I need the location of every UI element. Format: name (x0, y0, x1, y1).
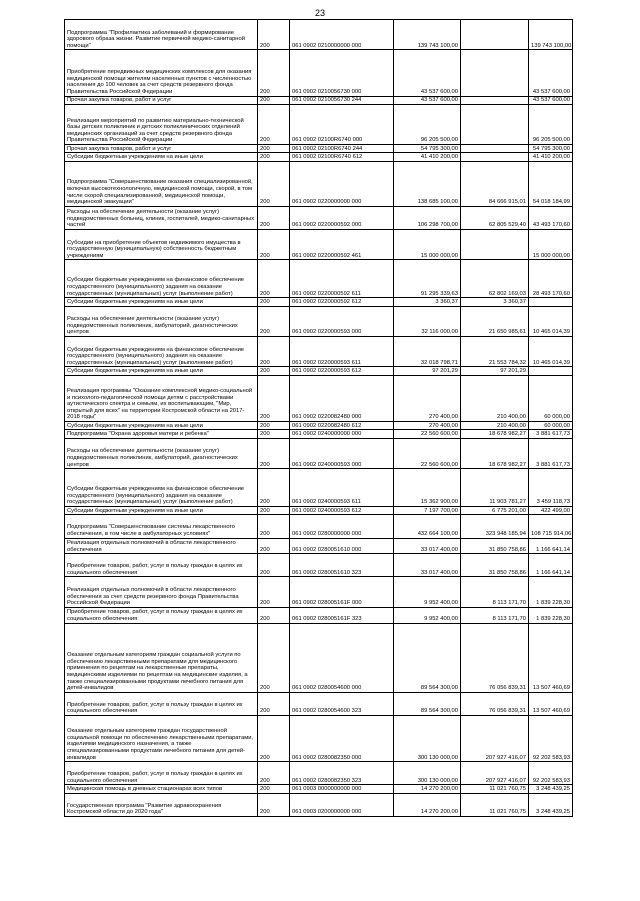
row-unexecuted-cell: 28 493 170,60 (529, 260, 573, 298)
row-unexecuted-cell: 10 465 014,39 (529, 336, 573, 366)
row-name-cell: Прочая закупка товаров, работ и услуг (65, 96, 258, 104)
row-unexecuted-cell: 3 881 617,73 (529, 438, 573, 468)
row-executed-cell: 97 201,29 (461, 367, 529, 375)
row-unexecuted-cell: 1 166 641,14 (529, 538, 573, 554)
row-approved-cell: 33 017 400,00 (394, 554, 461, 577)
row-kbk-cell: 061 0903 0200000000 000 (290, 793, 394, 816)
row-unexecuted-cell: 43 537 600,00 (529, 50, 573, 96)
row-executed-cell: 18 678 982,27 (461, 438, 529, 468)
row-code-cell: 200 (258, 229, 290, 259)
row-approved-cell: 89 564 300,00 (394, 692, 461, 715)
row-unexecuted-cell: 43 493 170,60 (529, 206, 573, 229)
row-kbk-cell: 061 0902 02100R6740 244 (290, 144, 394, 152)
row-executed-cell: 210 400,00 (461, 422, 529, 430)
row-executed-cell: 21 650 985,61 (461, 306, 529, 336)
row-code-cell: 200 (258, 367, 290, 375)
table-row (65, 206, 573, 229)
row-name-cell: Подпрограмма "Охрана здоровья матери и ребенка" (65, 430, 258, 438)
row-approved-cell: 14 270 200,00 (394, 793, 461, 816)
row-kbk-cell: 061 0902 0220000593 000 (290, 306, 394, 336)
row-executed-cell: 62 802 169,03 (461, 260, 529, 298)
row-approved-cell: 270 400,00 (394, 375, 461, 421)
row-kbk-cell: 061 0902 0220000592 461 (290, 229, 394, 259)
row-code-cell: 200 (258, 793, 290, 816)
row-unexecuted-cell: 108 715 914,06 (529, 515, 573, 538)
row-unexecuted-cell (529, 298, 573, 306)
table-row (65, 153, 573, 161)
row-code-cell: 200 (258, 144, 290, 152)
row-code-cell: 200 (258, 20, 290, 50)
row-approved-cell: 106 298 700,00 (394, 206, 461, 229)
row-name-cell: Приобретение передвижных медицинских комплексов для оказания медицинской помощи жителям населенных пунктов с численностью населения до 100 человек за счет средств резервного фонда Правительства Российской Федерации (65, 50, 258, 96)
row-code-cell: 200 (258, 623, 290, 692)
table-row (65, 554, 573, 577)
row-code-cell: 200 (258, 161, 290, 206)
row-approved-cell: 300 130 000,00 (394, 762, 461, 785)
row-executed-cell: 323 948 185,94 (461, 515, 529, 538)
row-executed-cell: 207 927 416,07 (461, 715, 529, 761)
table-row (65, 96, 573, 104)
budget-execution-table (64, 19, 573, 817)
row-code-cell: 200 (258, 692, 290, 715)
row-executed-cell: 31 850 758,86 (461, 554, 529, 577)
table-row (65, 367, 573, 375)
row-executed-cell: 76 056 839,31 (461, 692, 529, 715)
row-executed-cell (461, 144, 529, 152)
table-row (65, 105, 573, 145)
row-kbk-cell: 061 0902 0210056730 244 (290, 96, 394, 104)
row-kbk-cell: 061 0902 0210000000 000 (290, 20, 394, 50)
table-row (65, 430, 573, 438)
table-row (65, 715, 573, 761)
table-row (65, 161, 573, 206)
table-row (65, 375, 573, 421)
row-code-cell: 200 (258, 469, 290, 507)
row-code-cell: 200 (258, 438, 290, 468)
row-unexecuted-cell: 1 839 228,30 (529, 607, 573, 623)
row-kbk-cell: 061 0902 0280054600 000 (290, 623, 394, 692)
row-kbk-cell: 061 0902 0240000593 611 (290, 469, 394, 507)
row-kbk-cell: 061 0902 0220082480 000 (290, 375, 394, 421)
row-unexecuted-cell: 60 000,00 (529, 422, 573, 430)
row-name-cell: Приобретение товаров, работ, услуг в пользу граждан в целях их социального обеспечения (65, 762, 258, 785)
row-approved-cell: 43 537 600,00 (394, 96, 461, 104)
row-code-cell: 200 (258, 260, 290, 298)
row-code-cell: 200 (258, 607, 290, 623)
row-executed-cell: 8 113 171,70 (461, 607, 529, 623)
row-name-cell: Подпрограмма "Профилактика заболеваний и формирование здорового образа жизни. Развитие первичной медико-санитарной помощи" (65, 20, 258, 50)
row-unexecuted-cell: 54 018 184,99 (529, 161, 573, 206)
row-unexecuted-cell: 41 410 200,00 (529, 153, 573, 161)
row-approved-cell: 97 201,29 (394, 367, 461, 375)
table-row (65, 229, 573, 259)
table-row (65, 793, 573, 816)
row-code-cell: 200 (258, 298, 290, 306)
table-row (65, 298, 573, 306)
row-approved-cell: 270 400,00 (394, 422, 461, 430)
row-name-cell: Прочая закупка товаров, работ и услуг (65, 144, 258, 152)
row-unexecuted-cell: 92 202 583,93 (529, 762, 573, 785)
row-name-cell: Реализация программы "Оказание комплексной медико-социальной и психолого-педагогической помощи детям с расстройствами аутистического спектра и семьям, их воспитывающим, "Мир, открытый для всех" на территории Костромской области на 2017-2018 годы" (65, 375, 258, 421)
table-row (65, 785, 573, 793)
row-code-cell: 200 (258, 422, 290, 430)
row-code-cell: 200 (258, 577, 290, 607)
row-approved-cell: 15 362 900,00 (394, 469, 461, 507)
row-name-cell: Субсидии на приобретение объектов недвижимого имущества в государственную (муниципальную) собственность бюджетным учреждениям (65, 229, 258, 259)
row-kbk-cell: 061 0902 0220082480 612 (290, 422, 394, 430)
row-executed-cell: 3 360,37 (461, 298, 529, 306)
row-name-cell: Субсидии бюджетным учреждениям на финансовое обеспечение государственного (муниципального) задания на оказание государственных (муниципальных) услуг (выполнение работ) (65, 469, 258, 507)
row-code-cell: 200 (258, 50, 290, 96)
row-name-cell: Субсидии бюджетным учреждениям на иные цели (65, 422, 258, 430)
row-code-cell: 200 (258, 762, 290, 785)
row-code-cell: 200 (258, 105, 290, 145)
row-name-cell: Оказание отдельным категориям граждан социальной услуги по обеспечению лекарственными препаратами для медицинского применения по рецептам на лекарственные препараты, медицинскими изделиями по рецептам на медицинские изделия, а также специализированными продуктами лечебного питания для детей-инвалидов (65, 623, 258, 692)
row-code-cell: 200 (258, 515, 290, 538)
row-approved-cell: 32 018 798,71 (394, 336, 461, 366)
row-name-cell: Приобретение товаров, работ, услуг в пользу граждан в целях их социального обеспечения (65, 692, 258, 715)
row-kbk-cell: 061 0902 0220000593 612 (290, 367, 394, 375)
row-name-cell: Приобретение товаров, работ, услуг в пользу граждан в целях их социального обеспечения (65, 607, 258, 623)
row-kbk-cell: 061 0902 0240000000 000 (290, 430, 394, 438)
table-row (65, 607, 573, 623)
row-approved-cell: 139 743 100,00 (394, 20, 461, 50)
row-approved-cell: 54 795 300,00 (394, 144, 461, 152)
row-executed-cell (461, 50, 529, 96)
table-row (65, 438, 573, 468)
row-approved-cell: 41 410 200,00 (394, 153, 461, 161)
row-kbk-cell: 061 0902 028005161F 000 (290, 577, 394, 607)
row-unexecuted-cell: 3 248 439,25 (529, 785, 573, 793)
row-executed-cell (461, 20, 529, 50)
row-kbk-cell: 061 0902 028005161F 323 (290, 607, 394, 623)
row-kbk-cell: 061 0902 0220000592 612 (290, 298, 394, 306)
row-approved-cell: 15 000 000,00 (394, 229, 461, 259)
row-executed-cell (461, 229, 529, 259)
table-row (65, 507, 573, 515)
row-name-cell: Субсидии бюджетным учреждениям на иные цели (65, 367, 258, 375)
row-name-cell: Субсидии бюджетным учреждениям на финансовое обеспечение государственного (муниципального) задания на оказание государственных (муниципальных) услуг (выполнение работ) (65, 336, 258, 366)
row-unexecuted-cell: 92 202 583,93 (529, 715, 573, 761)
row-unexecuted-cell: 139 743 100,00 (529, 20, 573, 50)
table-row (65, 762, 573, 785)
row-code-cell: 200 (258, 507, 290, 515)
row-unexecuted-cell: 1 839 228,30 (529, 577, 573, 607)
row-code-cell: 200 (258, 306, 290, 336)
table-row (65, 538, 573, 554)
table-row (65, 336, 573, 366)
row-approved-cell: 91 295 339,63 (394, 260, 461, 298)
row-kbk-cell: 061 0902 0280082350 000 (290, 715, 394, 761)
row-name-cell: Субсидии бюджетным учреждениям на иные цели (65, 153, 258, 161)
row-kbk-cell: 061 0902 02100R6740 000 (290, 105, 394, 145)
row-kbk-cell: 061 0902 0220000000 000 (290, 161, 394, 206)
row-name-cell: Субсидии бюджетным учреждениям на финансовое обеспечение государственного (муниципального) задания на оказание государственных (муниципальных) услуг (выполнение работ) (65, 260, 258, 298)
table-row (65, 260, 573, 298)
row-executed-cell: 210 400,00 (461, 375, 529, 421)
row-unexecuted-cell: 10 465 014,39 (529, 306, 573, 336)
row-executed-cell: 18 678 982,27 (461, 430, 529, 438)
row-code-cell: 200 (258, 206, 290, 229)
row-name-cell: Приобретение товаров, работ, услуг в пользу граждан в целях их социального обеспечения (65, 554, 258, 577)
row-name-cell: Субсидии бюджетным учреждениям на иные цели (65, 298, 258, 306)
row-name-cell: Реализация отдельных полномочий в области лекарственного обеспечения за счет средств резервного фонда Правительства Российской Федерации (65, 577, 258, 607)
row-approved-cell: 9 952 400,00 (394, 607, 461, 623)
table-row (65, 515, 573, 538)
row-executed-cell: 11 021 760,75 (461, 785, 529, 793)
row-code-cell: 200 (258, 153, 290, 161)
row-kbk-cell: 061 0902 0280051610 323 (290, 554, 394, 577)
row-executed-cell: 76 056 839,31 (461, 623, 529, 692)
row-approved-cell: 22 560 600,00 (394, 438, 461, 468)
row-name-cell: Оказание отдельным категориям граждан государственной социальной помощи по обеспечению лекарственными препаратами, изделиями медицинского назначения, а также специализированными продуктами лечебного питания для детей-инвалидов (65, 715, 258, 761)
table-row (65, 50, 573, 96)
row-name-cell: Медицинская помощь в дневных стационарах всех типов (65, 785, 258, 793)
row-approved-cell: 96 205 500,00 (394, 105, 461, 145)
row-executed-cell: 11 903 781,27 (461, 469, 529, 507)
table-row (65, 692, 573, 715)
row-name-cell: Реализация отдельных полномочий в области лекарственного обеспечения (65, 538, 258, 554)
row-kbk-cell: 061 0902 0280000000 000 (290, 515, 394, 538)
row-unexecuted-cell: 3 459 118,73 (529, 469, 573, 507)
row-kbk-cell: 061 0903 0000000000 000 (290, 785, 394, 793)
row-name-cell: Субсидии бюджетным учреждениям на иные цели (65, 507, 258, 515)
row-unexecuted-cell: 43 537 600,00 (529, 96, 573, 104)
row-kbk-cell: 061 0902 0210056730 000 (290, 50, 394, 96)
row-code-cell: 200 (258, 785, 290, 793)
table-row (65, 469, 573, 507)
row-unexecuted-cell: 54 795 300,00 (529, 144, 573, 152)
row-code-cell: 200 (258, 96, 290, 104)
row-name-cell: Подпрограмма "Совершенствование оказания специализированной, включая высокотехнологичную, медицинской помощи, скорой, в том числе скорой специализированной, медицинской помощи, медицинской эвакуации" (65, 161, 258, 206)
row-name-cell: Расходы на обеспечение деятельности (оказание услуг) подведомственных поликлиник, амбулаторий, диагностических центров (65, 438, 258, 468)
row-kbk-cell: 061 0902 0280051610 000 (290, 538, 394, 554)
row-approved-cell: 89 564 300,00 (394, 623, 461, 692)
row-kbk-cell: 061 0902 02100R6740 612 (290, 153, 394, 161)
table-row (65, 144, 573, 152)
row-unexecuted-cell: 1 166 641,14 (529, 554, 573, 577)
row-name-cell: Подпрограмма "Совершенствование системы лекарственного обеспечения, в том числе в амбулаторных условиях" (65, 515, 258, 538)
row-code-cell: 200 (258, 430, 290, 438)
row-unexecuted-cell: 15 000 000,00 (529, 229, 573, 259)
row-approved-cell: 33 017 400,00 (394, 538, 461, 554)
row-code-cell: 200 (258, 715, 290, 761)
row-kbk-cell: 061 0902 0220000592 611 (290, 260, 394, 298)
row-name-cell: Расходы на обеспечение деятельности (оказание услуг) подведомственных больниц, клиник, госпиталей, медико-санитарных частей (65, 206, 258, 229)
row-approved-cell: 138 685 100,00 (394, 161, 461, 206)
row-executed-cell: 207 927 416,07 (461, 762, 529, 785)
row-kbk-cell: 061 0902 0280054600 323 (290, 692, 394, 715)
row-code-cell: 200 (258, 538, 290, 554)
row-unexecuted-cell: 422 499,00 (529, 507, 573, 515)
row-approved-cell: 300 130 000,00 (394, 715, 461, 761)
row-executed-cell: 21 553 784,32 (461, 336, 529, 366)
row-executed-cell: 84 666 915,01 (461, 161, 529, 206)
row-name-cell: Государственная программа "Развитие здравоохранения Костромской области до 2020 года" (65, 793, 258, 816)
row-approved-cell: 9 952 400,00 (394, 577, 461, 607)
row-executed-cell: 62 805 529,40 (461, 206, 529, 229)
row-unexecuted-cell (529, 367, 573, 375)
row-name-cell: Расходы на обеспечение деятельности (оказание услуг) подведомственных поликлиник, амбулаторий, диагностических центров (65, 306, 258, 336)
row-executed-cell (461, 153, 529, 161)
row-unexecuted-cell: 60 000,00 (529, 375, 573, 421)
row-approved-cell: 14 270 200,00 (394, 785, 461, 793)
row-unexecuted-cell: 96 205 500,00 (529, 105, 573, 145)
row-approved-cell: 22 560 600,00 (394, 430, 461, 438)
row-kbk-cell: 061 0902 0220000593 611 (290, 336, 394, 366)
row-executed-cell (461, 96, 529, 104)
row-executed-cell: 6 775 201,00 (461, 507, 529, 515)
row-approved-cell: 32 116 000,00 (394, 306, 461, 336)
row-code-cell: 200 (258, 375, 290, 421)
row-kbk-cell: 061 0902 0220000592 000 (290, 206, 394, 229)
row-approved-cell: 7 197 700,00 (394, 507, 461, 515)
row-executed-cell: 31 850 758,86 (461, 538, 529, 554)
row-unexecuted-cell: 13 507 460,69 (529, 692, 573, 715)
table-row (65, 20, 573, 50)
row-code-cell: 200 (258, 336, 290, 366)
row-unexecuted-cell: 13 507 460,69 (529, 623, 573, 692)
row-kbk-cell: 061 0902 0240000593 000 (290, 438, 394, 468)
row-executed-cell: 11 021 760,75 (461, 793, 529, 816)
row-kbk-cell: 061 0902 0240000593 612 (290, 507, 394, 515)
row-approved-cell: 3 360,37 (394, 298, 461, 306)
row-approved-cell: 43 537 600,00 (394, 50, 461, 96)
row-name-cell: Реализация мероприятий по развитию материально-технической базы детских поликлиник и детских поликлинических отделений медицинских организаций за счет средств резервного фонда Правительства Российской Федерации (65, 105, 258, 145)
row-unexecuted-cell: 3 881 617,73 (529, 430, 573, 438)
row-kbk-cell: 061 0902 0280082350 323 (290, 762, 394, 785)
row-executed-cell (461, 105, 529, 145)
row-unexecuted-cell: 3 248 439,25 (529, 793, 573, 816)
row-executed-cell: 8 113 171,70 (461, 577, 529, 607)
table-row (65, 422, 573, 430)
table-row (65, 623, 573, 692)
table-row (65, 577, 573, 607)
table-row (65, 306, 573, 336)
row-code-cell: 200 (258, 554, 290, 577)
row-approved-cell: 432 664 100,00 (394, 515, 461, 538)
page-number: 23 (314, 8, 325, 18)
